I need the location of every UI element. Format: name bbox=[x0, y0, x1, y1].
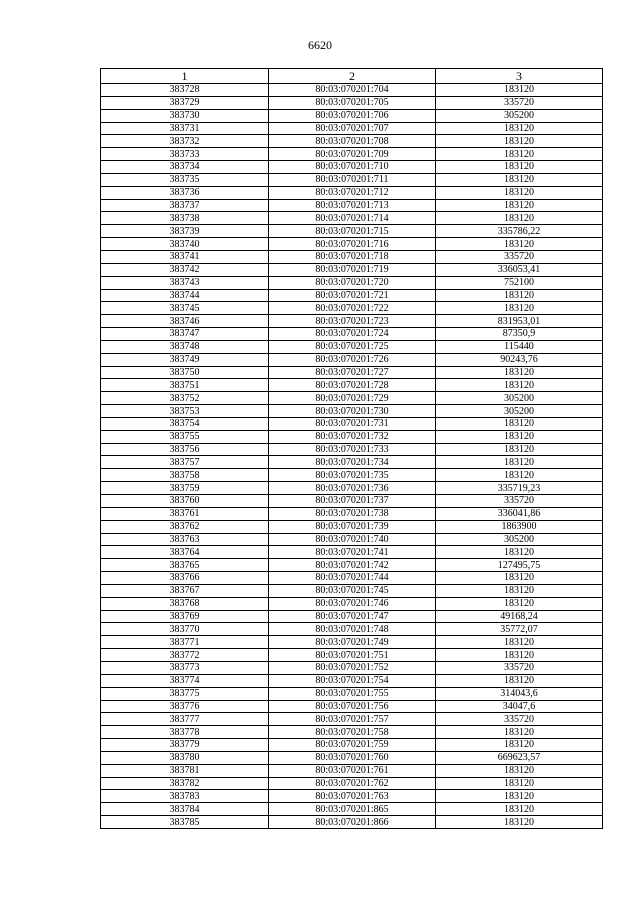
row-number-cell: 383763 bbox=[101, 533, 269, 546]
cadastral-number-cell: 80:03:070201:723 bbox=[269, 315, 436, 328]
row-number-cell: 383770 bbox=[101, 623, 269, 636]
row-number-cell: 383740 bbox=[101, 238, 269, 251]
value-cell: 183120 bbox=[436, 238, 603, 251]
row-number-cell: 383767 bbox=[101, 584, 269, 597]
row-number-cell: 383728 bbox=[101, 84, 269, 97]
cadastral-number-cell: 80:03:070201:715 bbox=[269, 225, 436, 238]
cadastral-number-cell: 80:03:070201:720 bbox=[269, 276, 436, 289]
value-cell: 752100 bbox=[436, 276, 603, 289]
cadastral-number-cell: 80:03:070201:719 bbox=[269, 263, 436, 276]
row-number-cell: 383746 bbox=[101, 315, 269, 328]
cadastral-number-cell: 80:03:070201:736 bbox=[269, 482, 436, 495]
cadastral-number-cell: 80:03:070201:745 bbox=[269, 584, 436, 597]
row-number-cell: 383769 bbox=[101, 610, 269, 623]
table-row bbox=[101, 109, 603, 122]
cadastral-number-cell: 80:03:070201:763 bbox=[269, 790, 436, 803]
value-cell: 183120 bbox=[436, 417, 603, 430]
value-cell: 183120 bbox=[436, 726, 603, 739]
cadastral-number-cell: 80:03:070201:744 bbox=[269, 572, 436, 585]
value-cell: 336053,41 bbox=[436, 263, 603, 276]
table-row bbox=[101, 289, 603, 302]
row-number-cell: 383775 bbox=[101, 687, 269, 700]
row-number-cell: 383766 bbox=[101, 572, 269, 585]
value-cell: 34047,6 bbox=[436, 700, 603, 713]
table-row bbox=[101, 649, 603, 662]
row-number-cell: 383772 bbox=[101, 649, 269, 662]
row-number-cell: 383759 bbox=[101, 482, 269, 495]
table-row bbox=[101, 417, 603, 430]
table-row bbox=[101, 495, 603, 508]
value-cell: 183120 bbox=[436, 122, 603, 135]
row-number-cell: 383760 bbox=[101, 495, 269, 508]
table-row bbox=[101, 405, 603, 418]
row-number-cell: 383744 bbox=[101, 289, 269, 302]
table-row bbox=[101, 328, 603, 341]
table-row bbox=[101, 186, 603, 199]
cadastral-number-cell: 80:03:070201:757 bbox=[269, 713, 436, 726]
row-number-cell: 383733 bbox=[101, 148, 269, 161]
row-number-cell: 383774 bbox=[101, 674, 269, 687]
cadastral-number-cell: 80:03:070201:746 bbox=[269, 597, 436, 610]
table-row bbox=[101, 790, 603, 803]
table-row bbox=[101, 122, 603, 135]
table-row bbox=[101, 276, 603, 289]
row-number-cell: 383765 bbox=[101, 559, 269, 572]
cadastral-number-cell: 80:03:070201:754 bbox=[269, 674, 436, 687]
row-number-cell: 383779 bbox=[101, 739, 269, 752]
cadastral-number-cell: 80:03:070201:705 bbox=[269, 96, 436, 109]
cadastral-number-cell: 80:03:070201:738 bbox=[269, 507, 436, 520]
column-header-3: 3 bbox=[436, 69, 603, 84]
value-cell: 183120 bbox=[436, 739, 603, 752]
row-number-cell: 383778 bbox=[101, 726, 269, 739]
row-number-cell: 383762 bbox=[101, 520, 269, 533]
cadastral-number-cell: 80:03:070201:739 bbox=[269, 520, 436, 533]
table-row bbox=[101, 340, 603, 353]
table-row bbox=[101, 559, 603, 572]
value-cell: 183120 bbox=[436, 597, 603, 610]
value-cell: 1863900 bbox=[436, 520, 603, 533]
table-row bbox=[101, 212, 603, 225]
row-number-cell: 383731 bbox=[101, 122, 269, 135]
row-number-cell: 383783 bbox=[101, 790, 269, 803]
row-number-cell: 383754 bbox=[101, 417, 269, 430]
table-row bbox=[101, 225, 603, 238]
row-number-cell: 383737 bbox=[101, 199, 269, 212]
table-row bbox=[101, 739, 603, 752]
page-number: 6620 bbox=[308, 38, 332, 52]
value-cell: 127495,75 bbox=[436, 559, 603, 572]
table-row bbox=[101, 661, 603, 674]
row-number-cell: 383756 bbox=[101, 443, 269, 456]
cadastral-number-cell: 80:03:070201:726 bbox=[269, 353, 436, 366]
table-row bbox=[101, 687, 603, 700]
cadastral-number-cell: 80:03:070201:755 bbox=[269, 687, 436, 700]
cadastral-number-cell: 80:03:070201:712 bbox=[269, 186, 436, 199]
row-number-cell: 383741 bbox=[101, 250, 269, 263]
row-number-cell: 383777 bbox=[101, 713, 269, 726]
table-row bbox=[101, 546, 603, 559]
table-row bbox=[101, 250, 603, 263]
cadastral-number-cell: 80:03:070201:752 bbox=[269, 661, 436, 674]
value-cell: 183120 bbox=[436, 212, 603, 225]
cadastral-number-cell: 80:03:070201:718 bbox=[269, 250, 436, 263]
table-row bbox=[101, 315, 603, 328]
row-number-cell: 383739 bbox=[101, 225, 269, 238]
table-row bbox=[101, 443, 603, 456]
cadastral-number-cell: 80:03:070201:706 bbox=[269, 109, 436, 122]
row-number-cell: 383776 bbox=[101, 700, 269, 713]
cadastral-number-cell: 80:03:070201:741 bbox=[269, 546, 436, 559]
value-cell: 183120 bbox=[436, 302, 603, 315]
row-number-cell: 383747 bbox=[101, 328, 269, 341]
value-cell: 183120 bbox=[436, 584, 603, 597]
table-row bbox=[101, 816, 603, 829]
table-row bbox=[101, 302, 603, 315]
row-number-cell: 383738 bbox=[101, 212, 269, 225]
table-row bbox=[101, 572, 603, 585]
value-cell: 183120 bbox=[436, 366, 603, 379]
value-cell: 183120 bbox=[436, 803, 603, 816]
table-row bbox=[101, 584, 603, 597]
cadastral-number-cell: 80:03:070201:758 bbox=[269, 726, 436, 739]
value-cell: 183120 bbox=[436, 186, 603, 199]
value-cell: 335720 bbox=[436, 495, 603, 508]
value-cell: 115440 bbox=[436, 340, 603, 353]
value-cell: 87350,9 bbox=[436, 328, 603, 341]
cadastral-number-cell: 80:03:070201:759 bbox=[269, 739, 436, 752]
row-number-cell: 383755 bbox=[101, 430, 269, 443]
table-row bbox=[101, 238, 603, 251]
table-row bbox=[101, 366, 603, 379]
table-row bbox=[101, 764, 603, 777]
row-number-cell: 383753 bbox=[101, 405, 269, 418]
row-number-cell: 383773 bbox=[101, 661, 269, 674]
value-cell: 35772,07 bbox=[436, 623, 603, 636]
value-cell: 669623,57 bbox=[436, 751, 603, 764]
table-row bbox=[101, 597, 603, 610]
table-row bbox=[101, 674, 603, 687]
value-cell: 183120 bbox=[436, 443, 603, 456]
value-cell: 183120 bbox=[436, 148, 603, 161]
row-number-cell: 383781 bbox=[101, 764, 269, 777]
value-cell: 49168,24 bbox=[436, 610, 603, 623]
table-row bbox=[101, 803, 603, 816]
table-row bbox=[101, 751, 603, 764]
cadastral-number-cell: 80:03:070201:722 bbox=[269, 302, 436, 315]
table-row bbox=[101, 636, 603, 649]
value-cell: 183120 bbox=[436, 816, 603, 829]
cadastral-number-cell: 80:03:070201:729 bbox=[269, 392, 436, 405]
table-row bbox=[101, 392, 603, 405]
row-number-cell: 383761 bbox=[101, 507, 269, 520]
table-row bbox=[101, 482, 603, 495]
cadastral-number-cell: 80:03:070201:735 bbox=[269, 469, 436, 482]
value-cell: 183120 bbox=[436, 649, 603, 662]
cadastral-number-cell: 80:03:070201:727 bbox=[269, 366, 436, 379]
row-number-cell: 383749 bbox=[101, 353, 269, 366]
cadastral-number-cell: 80:03:070201:760 bbox=[269, 751, 436, 764]
cadastral-number-cell: 80:03:070201:716 bbox=[269, 238, 436, 251]
cadastral-number-cell: 80:03:070201:748 bbox=[269, 623, 436, 636]
cadastral-number-cell: 80:03:070201:866 bbox=[269, 816, 436, 829]
cadastral-number-cell: 80:03:070201:865 bbox=[269, 803, 436, 816]
row-number-cell: 383780 bbox=[101, 751, 269, 764]
value-cell: 305200 bbox=[436, 392, 603, 405]
row-number-cell: 383734 bbox=[101, 161, 269, 174]
row-number-cell: 383751 bbox=[101, 379, 269, 392]
value-cell: 183120 bbox=[436, 135, 603, 148]
cadastral-number-cell: 80:03:070201:707 bbox=[269, 122, 436, 135]
cadastral-number-cell: 80:03:070201:731 bbox=[269, 417, 436, 430]
value-cell: 183120 bbox=[436, 84, 603, 97]
table-row bbox=[101, 84, 603, 97]
cadastral-number-cell: 80:03:070201:721 bbox=[269, 289, 436, 302]
value-cell: 336041,86 bbox=[436, 507, 603, 520]
table-row bbox=[101, 173, 603, 186]
cadastral-number-cell: 80:03:070201:713 bbox=[269, 199, 436, 212]
cadastral-number-cell: 80:03:070201:747 bbox=[269, 610, 436, 623]
cadastral-number-cell: 80:03:070201:708 bbox=[269, 135, 436, 148]
cadastral-number-cell: 80:03:070201:704 bbox=[269, 84, 436, 97]
table-row bbox=[101, 520, 603, 533]
table-row bbox=[101, 623, 603, 636]
row-number-cell: 383782 bbox=[101, 777, 269, 790]
value-cell: 183120 bbox=[436, 456, 603, 469]
column-header-1: 1 bbox=[101, 69, 269, 84]
value-cell: 831953,01 bbox=[436, 315, 603, 328]
table-row bbox=[101, 135, 603, 148]
row-number-cell: 383729 bbox=[101, 96, 269, 109]
table-header bbox=[101, 69, 603, 84]
value-cell: 183120 bbox=[436, 379, 603, 392]
cadastral-number-cell: 80:03:070201:762 bbox=[269, 777, 436, 790]
cadastral-number-cell: 80:03:070201:749 bbox=[269, 636, 436, 649]
value-cell: 183120 bbox=[436, 636, 603, 649]
value-cell: 183120 bbox=[436, 572, 603, 585]
row-number-cell: 383730 bbox=[101, 109, 269, 122]
row-number-cell: 383784 bbox=[101, 803, 269, 816]
cadastral-number-cell: 80:03:070201:733 bbox=[269, 443, 436, 456]
row-number-cell: 383742 bbox=[101, 263, 269, 276]
cadastral-number-cell: 80:03:070201:732 bbox=[269, 430, 436, 443]
row-number-cell: 383764 bbox=[101, 546, 269, 559]
column-header-2: 2 bbox=[269, 69, 436, 84]
table-row bbox=[101, 430, 603, 443]
registry-table bbox=[100, 68, 603, 829]
row-number-cell: 383743 bbox=[101, 276, 269, 289]
row-number-cell: 383736 bbox=[101, 186, 269, 199]
value-cell: 183120 bbox=[436, 764, 603, 777]
value-cell: 305200 bbox=[436, 533, 603, 546]
value-cell: 183120 bbox=[436, 430, 603, 443]
row-number-cell: 383750 bbox=[101, 366, 269, 379]
cadastral-number-cell: 80:03:070201:737 bbox=[269, 495, 436, 508]
cadastral-number-cell: 80:03:070201:724 bbox=[269, 328, 436, 341]
row-number-cell: 383735 bbox=[101, 173, 269, 186]
row-number-cell: 383785 bbox=[101, 816, 269, 829]
table-row bbox=[101, 96, 603, 109]
value-cell: 183120 bbox=[436, 674, 603, 687]
row-number-cell: 383758 bbox=[101, 469, 269, 482]
row-number-cell: 383768 bbox=[101, 597, 269, 610]
table-row bbox=[101, 700, 603, 713]
value-cell: 183120 bbox=[436, 469, 603, 482]
cadastral-number-cell: 80:03:070201:711 bbox=[269, 173, 436, 186]
value-cell: 335720 bbox=[436, 713, 603, 726]
value-cell: 183120 bbox=[436, 199, 603, 212]
row-number-cell: 383771 bbox=[101, 636, 269, 649]
table-row bbox=[101, 199, 603, 212]
cadastral-number-cell: 80:03:070201:714 bbox=[269, 212, 436, 225]
value-cell: 183120 bbox=[436, 777, 603, 790]
table-row bbox=[101, 161, 603, 174]
value-cell: 314043,6 bbox=[436, 687, 603, 700]
cadastral-number-cell: 80:03:070201:710 bbox=[269, 161, 436, 174]
value-cell: 183120 bbox=[436, 790, 603, 803]
table-row bbox=[101, 713, 603, 726]
value-cell: 335786,22 bbox=[436, 225, 603, 238]
table-row bbox=[101, 777, 603, 790]
table-row bbox=[101, 456, 603, 469]
table-row bbox=[101, 726, 603, 739]
cadastral-number-cell: 80:03:070201:756 bbox=[269, 700, 436, 713]
table-row bbox=[101, 148, 603, 161]
cadastral-number-cell: 80:03:070201:728 bbox=[269, 379, 436, 392]
cadastral-number-cell: 80:03:070201:742 bbox=[269, 559, 436, 572]
row-number-cell: 383745 bbox=[101, 302, 269, 315]
row-number-cell: 383748 bbox=[101, 340, 269, 353]
row-number-cell: 383757 bbox=[101, 456, 269, 469]
value-cell: 183120 bbox=[436, 161, 603, 174]
value-cell: 90243,76 bbox=[436, 353, 603, 366]
cadastral-number-cell: 80:03:070201:709 bbox=[269, 148, 436, 161]
value-cell: 183120 bbox=[436, 173, 603, 186]
cadastral-number-cell: 80:03:070201:740 bbox=[269, 533, 436, 546]
table-row bbox=[101, 379, 603, 392]
cadastral-number-cell: 80:03:070201:761 bbox=[269, 764, 436, 777]
value-cell: 183120 bbox=[436, 289, 603, 302]
table-body bbox=[101, 84, 603, 829]
table-row bbox=[101, 533, 603, 546]
table-row bbox=[101, 353, 603, 366]
value-cell: 305200 bbox=[436, 405, 603, 418]
header-row bbox=[101, 69, 603, 84]
value-cell: 335720 bbox=[436, 250, 603, 263]
row-number-cell: 383752 bbox=[101, 392, 269, 405]
cadastral-number-cell: 80:03:070201:734 bbox=[269, 456, 436, 469]
value-cell: 335720 bbox=[436, 661, 603, 674]
table-row bbox=[101, 469, 603, 482]
table-row bbox=[101, 610, 603, 623]
value-cell: 305200 bbox=[436, 109, 603, 122]
row-number-cell: 383732 bbox=[101, 135, 269, 148]
table-row bbox=[101, 263, 603, 276]
cadastral-number-cell: 80:03:070201:725 bbox=[269, 340, 436, 353]
cadastral-number-cell: 80:03:070201:751 bbox=[269, 649, 436, 662]
value-cell: 183120 bbox=[436, 546, 603, 559]
value-cell: 335720 bbox=[436, 96, 603, 109]
cadastral-number-cell: 80:03:070201:730 bbox=[269, 405, 436, 418]
table-row bbox=[101, 507, 603, 520]
value-cell: 335719,23 bbox=[436, 482, 603, 495]
